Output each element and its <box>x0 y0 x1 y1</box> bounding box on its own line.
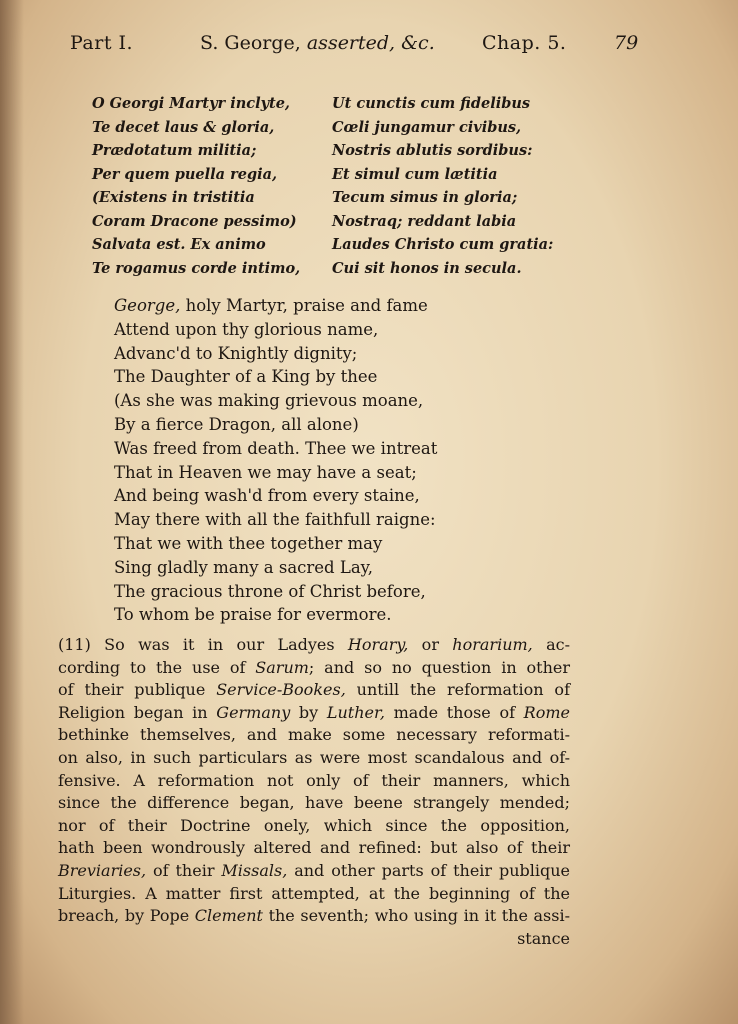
verse-line-text: And being wash'd from every staine, <box>114 486 420 506</box>
verse-line-text: (As she was making grievous moane, <box>114 391 424 411</box>
prose-italic-run: Missals, <box>221 860 288 880</box>
latin-line: Et simul cum lætitia <box>332 165 498 183</box>
prose-italic-run: Service-Bookes, <box>216 680 346 700</box>
prose-run: nor of their Doctrine onely, which since the opposition, <box>58 815 570 835</box>
prose-line <box>58 679 570 702</box>
prose-run: breach, by Pope <box>58 906 195 926</box>
prose-run: made those of <box>384 702 524 722</box>
prose-run: fensive. A reformation not only of their manners, which <box>58 770 570 790</box>
prose-line <box>58 837 570 860</box>
verse-line <box>114 603 514 627</box>
prose-line <box>58 905 570 928</box>
prose-line <box>58 770 570 793</box>
verse-line <box>114 508 514 532</box>
latin-line: Per quem puella regia, <box>92 165 278 183</box>
prose-run: (11) So was it in our Ladyes <box>58 635 348 654</box>
prose-run: cording to the use of <box>58 657 256 677</box>
verse-line-text: May there with all the faithfull raigne: <box>114 510 436 530</box>
latin-line: Nostris ablutis sordibus: <box>332 142 533 159</box>
prose-italic-run: Rome <box>523 702 570 722</box>
prose-italic-run: Horary, <box>347 635 409 654</box>
verse-line <box>114 556 514 580</box>
latin-line: Coram Dracone pessimo) <box>92 212 297 230</box>
prose-run: ; and so no question in other <box>308 657 570 677</box>
prose-italic-run: Clement <box>194 906 263 926</box>
latin-line: Salvata est. Ex animo <box>92 236 266 253</box>
prose-paragraph <box>58 634 570 950</box>
verse-line <box>114 389 514 413</box>
latin-line: (Existens in tristitia <box>92 189 255 206</box>
verse-line <box>114 294 514 318</box>
latin-line: Cui sit honos in secula. <box>332 259 522 277</box>
prose-line <box>58 702 570 725</box>
latin-line: Ut cunctis cum fidelibus <box>332 95 531 112</box>
prose-line <box>58 747 570 770</box>
running-title-italic: asserted, &c. <box>306 32 435 54</box>
prose-run: ac- <box>532 635 570 654</box>
verse-line <box>114 580 514 604</box>
prose-italic-run: Germany <box>216 702 291 722</box>
prose-run: and other parts of their publique <box>287 860 571 880</box>
prose-run: or <box>408 635 453 654</box>
verse-line-text: Attend upon thy glorious name, <box>114 319 379 339</box>
latin-line: Prædotatum militia; <box>92 142 257 159</box>
catchword: stance <box>517 928 570 948</box>
verse-line <box>114 532 514 556</box>
prose-line <box>58 792 570 815</box>
prose-italic-run: Sarum <box>255 657 309 677</box>
verse-line-text: Was freed from death. Thee we intreat <box>114 438 438 458</box>
verse-line <box>114 461 514 485</box>
part-label: Part I. <box>70 32 134 54</box>
prose-run: hath been wondrously altered and refined: but also of their <box>58 838 570 858</box>
prose-run: bethinke themselves, and make some necessary reformati- <box>58 725 570 745</box>
verse-line <box>114 437 514 461</box>
prose-italic-run: Luther, <box>326 702 385 722</box>
latin-hymn-right-column <box>332 92 572 280</box>
latin-line: Te rogamus corde intimo, <box>92 259 301 277</box>
latin-line: Tecum simus in gloria; <box>332 189 518 206</box>
latin-line: Cœli jungamur civibus, <box>332 118 522 136</box>
prose-line <box>58 815 570 838</box>
latin-line: Nostraq; reddant labia <box>332 212 517 230</box>
prose-run: of their <box>146 860 222 880</box>
english-verse <box>114 294 514 627</box>
running-title-roman: S. George, <box>200 32 301 54</box>
verse-line-text: That we with thee together may <box>114 533 383 553</box>
verse-line-lead: George, <box>114 296 181 315</box>
prose-italic-run: horarium, <box>452 635 533 654</box>
prose-run: by <box>290 702 327 722</box>
page-number: 79 <box>614 32 639 54</box>
prose-line <box>58 634 570 657</box>
running-header <box>0 32 738 62</box>
verse-line-text: Sing gladly many a sacred Lay, <box>114 557 374 577</box>
prose-italic-run: Breviaries, <box>58 860 147 880</box>
prose-line <box>58 860 570 883</box>
latin-line: Laudes Christo cum gratia: <box>332 236 554 253</box>
verse-line <box>114 484 514 508</box>
prose-line <box>58 724 570 747</box>
verse-line-text: That in Heaven we may have a seat; <box>114 462 417 482</box>
verse-line-text: Advanc'd to Knightly dignity; <box>114 343 358 363</box>
verse-line-text: holy Martyr, praise and fame <box>180 296 428 315</box>
verse-line-text: The Daughter of a King by thee <box>114 367 378 387</box>
prose-run: on also, in such particulars as were most scandalous and of- <box>58 747 570 767</box>
prose-run: Religion began in <box>58 702 217 722</box>
prose-run: Liturgies. A matter first attempted, at the beginning of the <box>58 883 570 903</box>
running-title <box>200 32 435 54</box>
chapter-label: Chap. 5. <box>482 32 567 54</box>
prose-run: since the difference began, have beene strangely mended; <box>58 793 570 813</box>
prose-line <box>58 883 570 906</box>
prose-run: of their publique <box>58 680 217 700</box>
verse-line <box>114 342 514 366</box>
verse-line <box>114 318 514 342</box>
latin-line: Te decet laus & gloria, <box>92 118 275 136</box>
verse-line-text: By a fierce Dragon, all alone) <box>114 414 359 434</box>
latin-line: O Georgi Martyr inclyte, <box>92 95 290 112</box>
prose-run: untill the reformation of <box>345 680 570 700</box>
latin-hymn-left-column <box>92 92 332 280</box>
verse-line-text: To whom be praise for evermore. <box>114 605 392 625</box>
prose-line <box>58 657 570 680</box>
verse-line <box>114 413 514 437</box>
verse-line <box>114 365 514 389</box>
verse-line-text: The gracious throne of Christ before, <box>114 581 426 601</box>
prose-run: the seventh; who using in it the assi- <box>262 906 571 926</box>
